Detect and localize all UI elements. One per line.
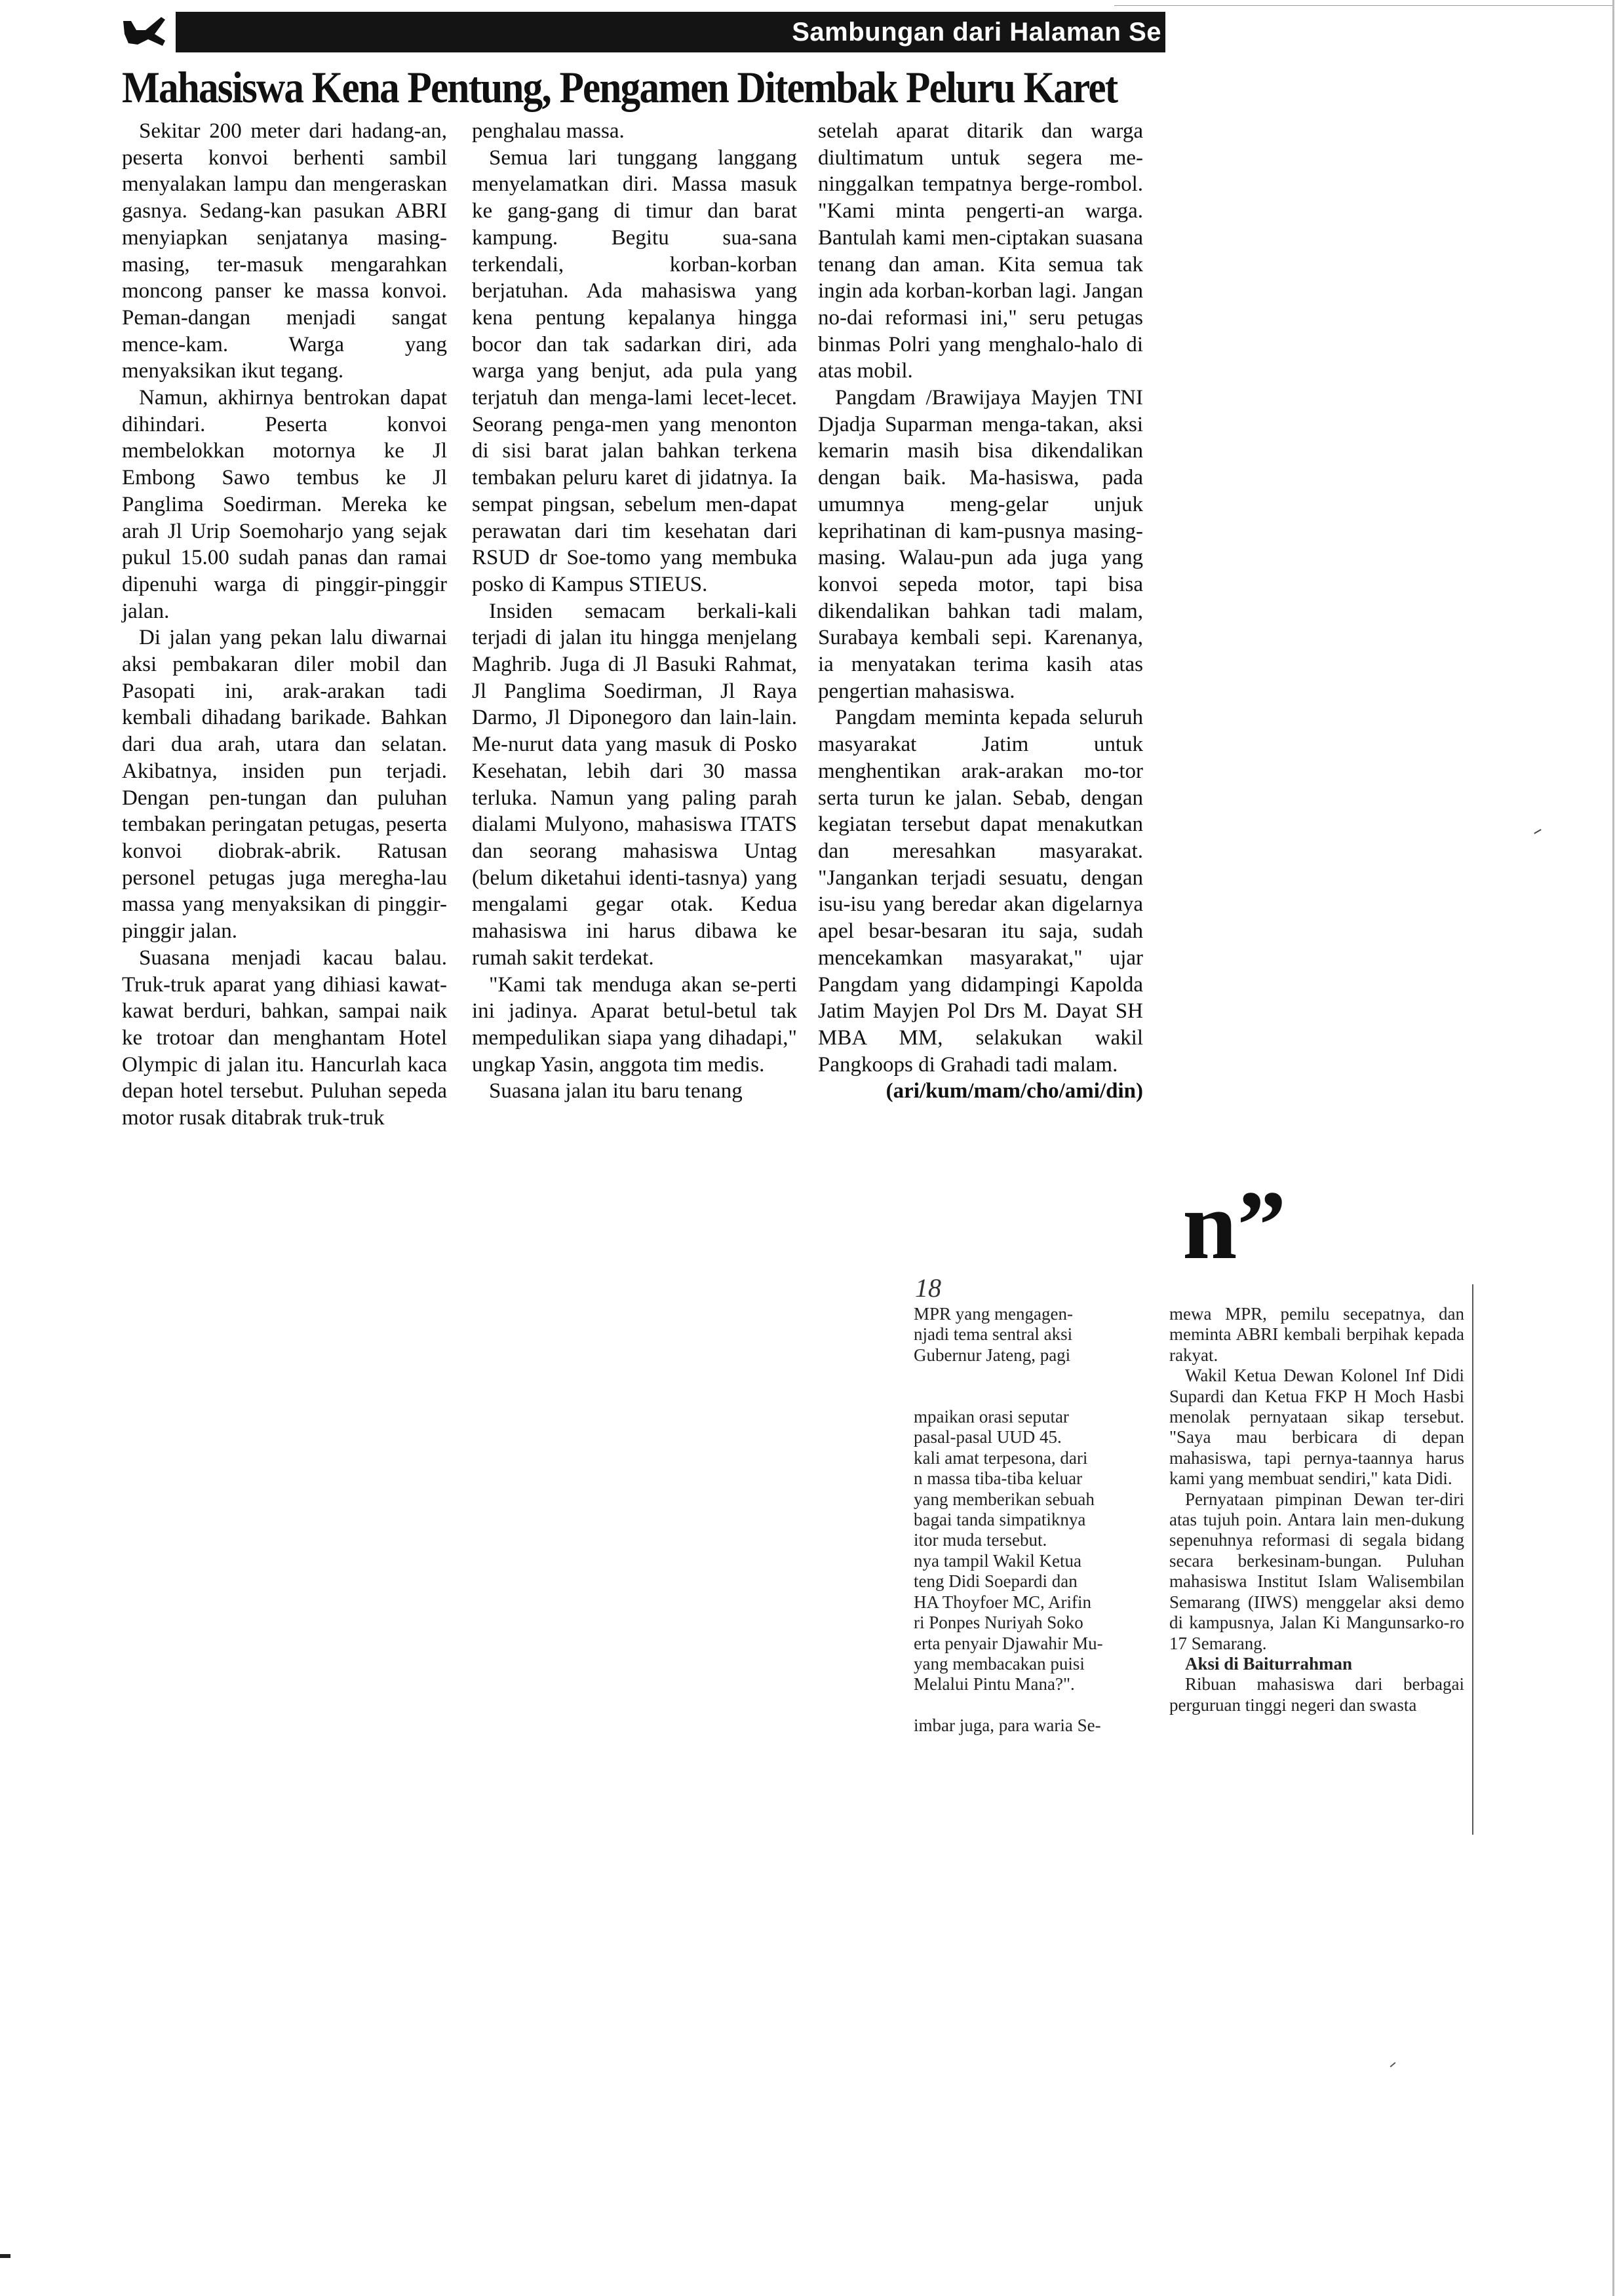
scan-edge-mark bbox=[0, 2254, 10, 2258]
scan-speck bbox=[1534, 829, 1541, 834]
text-line: Melalui Pintu Mana?". bbox=[914, 1674, 1075, 1694]
article-column-3 bbox=[818, 118, 1143, 1245]
paragraph: Namun, akhirnya bentrokan dapat dihindari. Peserta konvoi membelokkan motornya ke Jl Embong Sawo tembus ke Jl Panglima Soedirman. Mereka ke arah Jl Urip Soemoharjo yang sejak pukul 15.00 sudah panas dan ramai dipenuhi warga di pinggir-pinggir jalan. bbox=[122, 386, 447, 623]
headline-fragment: n” bbox=[1182, 1171, 1287, 1280]
text-line: Gubernur Jateng, pagi bbox=[914, 1345, 1071, 1365]
paragraph: Suasana menjadi kacau balau. Truk-truk aparat yang dihiasi kawat-kawat berduri, bahkan, sampai naik ke trotoar dan menghantam Hotel Olympic di jalan itu. Hancurlah kaca depan hotel tersebut. Puluhan sepeda motor rusak ditabrak truk-truk bbox=[122, 946, 447, 1130]
text-line: mpaikan orasi seputar bbox=[914, 1407, 1069, 1427]
column-rule bbox=[1472, 1284, 1473, 1835]
text-line: bagai tanda simpatiknya bbox=[914, 1510, 1086, 1530]
byline: (ari/kum/mam/cho/ami/din) bbox=[885, 1079, 1143, 1103]
text-line bbox=[914, 1366, 1134, 1386]
text-line: itor muda tersebut. bbox=[914, 1530, 1047, 1550]
text-line: MPR yang mengagen- bbox=[914, 1304, 1073, 1324]
text-line: ri Ponpes Nuriyah Soko bbox=[914, 1613, 1083, 1633]
paragraph: Pangdam /Brawijaya Mayjen TNI Djadja Suparman menga-takan, aksi kemarin masih bisa dikendalikan dengan baik. Ma-hasiswa, pada umumnya meng-gelar unjuk keprihatinan di kam-pusnya masing-masing. Walau-pun ada juga yang konvoi sepeda motor, tapi bisa dikendalikan bahkan tadi malam, Surabaya kembali sepi. Karenanya, ia menyatakan terima kasih atas pengertian mahasiswa. bbox=[818, 386, 1143, 703]
torn-article-right bbox=[1169, 1304, 1464, 1715]
text-line bbox=[914, 1695, 1134, 1715]
text-line: HA Thoyfoer MC, Arifin bbox=[914, 1592, 1091, 1612]
torn-article-left bbox=[914, 1304, 1134, 1736]
paragraph: Wakil Ketua Dewan Kolonel Inf Didi Supardi dan Ketua FKP H Moch Hasbi menolak pernyataan sikap tersebut. "Saya mau berbicara di depan mahasiswa, tapi pernya-taannya harus kami yang membuat sendiri," kata Didi. bbox=[1169, 1366, 1464, 1489]
paragraph: setelah aparat ditarik dan warga diultimatum untuk segera me-ninggalkan tempatnya berge-rombol. "Kami minta pengerti-an warga. Bantulah kami men-ciptakan suasana tenang dan aman. Kita semua tak ingin ada korban-korban lagi. Jangan no-dai reformasi ini," seru petugas binmas Polri yang menghalo-halo di atas mobil. bbox=[818, 119, 1143, 383]
text-line: imbar juga, para waria Se- bbox=[914, 1715, 1101, 1736]
newspaper-logo-icon bbox=[122, 14, 168, 51]
text-line: teng Didi Soepardi dan bbox=[914, 1571, 1078, 1592]
text-line bbox=[914, 1387, 1134, 1407]
text-line: pasal-pasal UUD 45. bbox=[914, 1427, 1062, 1447]
text-line: erta penyair Djawahir Mu- bbox=[914, 1633, 1103, 1653]
text-line: n massa tiba-tiba keluar bbox=[914, 1468, 1083, 1489]
text-line: njadi tema sentral aksi bbox=[914, 1324, 1073, 1345]
continuation-banner bbox=[176, 12, 1165, 52]
text-line: yang membacakan puisi bbox=[914, 1653, 1085, 1674]
paragraph: Insiden semacam berkali-kali terjadi di jalan itu hingga menjelang Maghrib. Juga di Jl Basuki Rahmat, Jl Panglima Soedirman, Jl Raya Darmo, Jl Diponegoro dan lain-lain. Me-nurut data yang masuk di Posko Kesehatan, lebih dari 30 massa terluka. Namun yang paling parah dialami Mulyono, mahasiswa ITATS dan seorang mahasiswa Untag (belum diketahui identi-tasnya) yang mengalami gegar otak. Kedua mahasiswa ini harus dibawa ke rumah sakit terdekat. bbox=[472, 599, 797, 970]
subheading: Aksi di Baiturrahman bbox=[1185, 1653, 1353, 1674]
paragraph: mewa MPR, pemilu secepatnya, dan meminta ABRI kembali berpihak kepada rakyat. bbox=[1169, 1304, 1464, 1365]
text-line: kali amat terpesona, dari bbox=[914, 1447, 1088, 1468]
scan-speck bbox=[1390, 2062, 1396, 2067]
paragraph: Pangdam meminta kepada seluruh masyarakat Jatim untuk menghentikan arak-arakan mo-tor serta turun ke jalan. Sebab, dengan kegiatan tersebut dapat menakutkan dan meresahkan masyarakat. "Jangankan terjadi sesuatu, dengan isu-isu yang beredar akan digelarnya apel besar-besaran itu saja, sudah mencekamkan masyarakat," ujar Pangdam yang didampingi Kapolda Jatim Mayjen Pol Drs M. Dayat SH MBA MM, selakukan wakil Pangkoops di Grahadi tadi malam. bbox=[818, 706, 1143, 1077]
paragraph: "Kami tak menduga akan se-perti ini jadinya. Aparat betul-betul tak mempedulikan siapa yang dihadapi," ungkap Yasin, anggota tim medis. bbox=[472, 972, 797, 1077]
text-line: yang memberikan sebuah bbox=[914, 1489, 1095, 1509]
paragraph: penghalau massa. bbox=[472, 119, 625, 143]
paragraph: Sekitar 200 meter dari hadang-an, peserta konvoi berhenti sambil menyalakan lampu dan mengeraskan gasnya. Sedang-kan pasukan ABRI menyiapkan senjatanya masing-masing, ter-masuk mengarahkan moncong panser ke massa konvoi. Peman-dangan menjadi sangat mence-kam. Warga yang menyaksikan ikut tegang. bbox=[122, 119, 447, 383]
headline: Mahasiswa Kena Pentung, Pengamen Ditembak Peluru Karet bbox=[122, 62, 1118, 112]
paragraph: Pernyataan pimpinan Dewan ter-diri atas tujuh poin. Antara lain men-dukung sepenuhnya reformasi di segala bidang secara berkesinam-bungan. Puluhan mahasiswa Institut Islam Walisembilan Semarang (IIWS) menggelar aksi demo di kampusnya, Jalan Ki Mangunsarko-ro 17 Semarang. bbox=[1169, 1489, 1464, 1653]
page-fragment-number: ​18 bbox=[915, 1273, 941, 1303]
paragraph: Suasana jalan itu baru tenang bbox=[489, 1079, 743, 1103]
paragraph: Ribuan mahasiswa dari berbagai perguruan tinggi negeri dan swasta bbox=[1169, 1674, 1464, 1715]
scan-edge-top bbox=[1114, 5, 1612, 6]
text-line: nya tampil Wakil Ketua bbox=[914, 1550, 1082, 1571]
article-column-2 bbox=[472, 118, 797, 1245]
paragraph: Di jalan yang pekan lalu diwarnai aksi pembakaran diler mobil dan Pasopati ini, arak-arakan tadi kembali dihadang barikade. Bahkan dari dua arah, utara dan selatan. Akibatnya, insiden pun terjadi. Dengan pen-tungan dan puluhan tembakan peringatan petugas, peserta konvoi diobrak-abrik. Ratusan personel petugas juga meregha-lau massa yang menyaksikan di pinggir-pinggir jalan. bbox=[122, 626, 447, 944]
article-column-1 bbox=[122, 118, 447, 1245]
scan-edge-right bbox=[1612, 0, 1614, 2296]
paragraph: Semua lari tunggang langgang menyelamatkan diri. Massa masuk ke gang-gang di timur dan barat kampung. Begitu sua-sana terkendali, korban-korban berjatuhan. Ada mahasiswa yang kena pentung kepalanya hingga bocor dan tak sadarkan diri, ada warga yang benjut, ada pula yang terjatuh dan menga-lami lecet-lecet. Seorang penga-men yang menonton di sisi barat jalan bahkan terkena tembakan peluru karet di jidatnya. Ia sempat pingsan, sebelum men-dapat perawatan dari tim kesehatan dari RSUD dr Soe-tomo yang membuka posko di Kampus STIEUS. bbox=[472, 145, 797, 596]
banner-text: Sambungan dari Halaman Se bbox=[792, 17, 1161, 47]
